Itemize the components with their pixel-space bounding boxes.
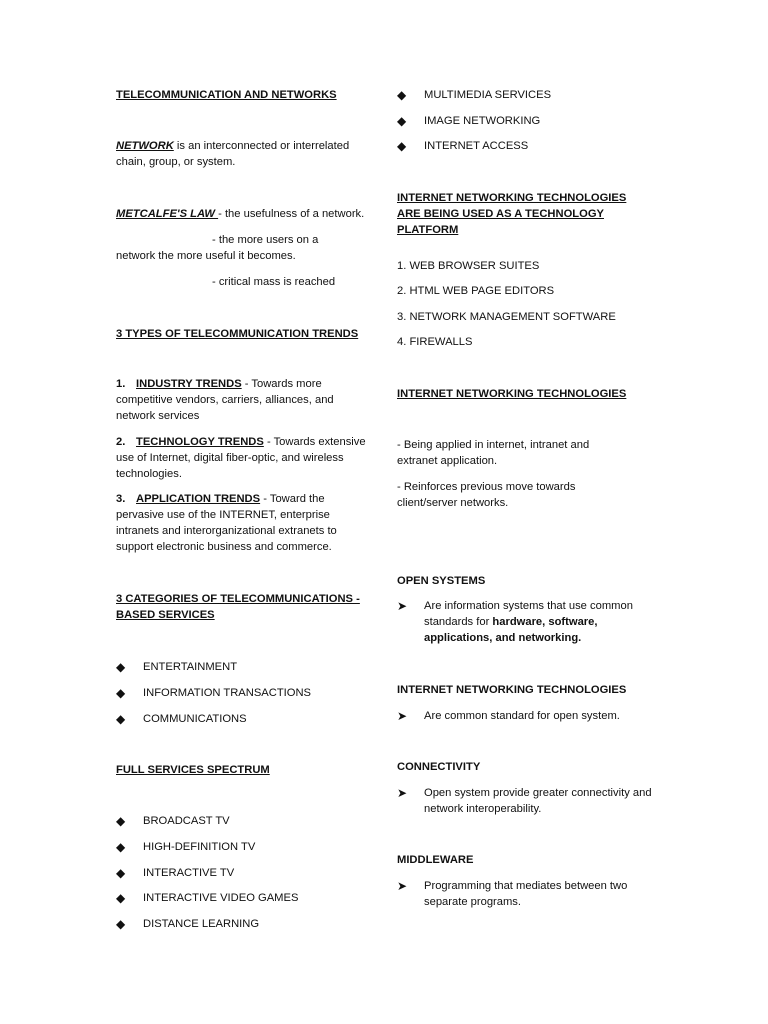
open-systems-bold: hardware, software, applications, and networking. xyxy=(424,616,598,644)
categories-heading: 3 CATEGORIES OF TELECOMMUNICATIONS - BASED SERVICES xyxy=(116,593,360,621)
platform-heading: INTERNET NETWORKING TECHNOLOGIES ARE BEING USED AS A TECHNOLOGY PLATFORM xyxy=(397,192,627,236)
open-systems-pre: Are information systems that use common standards for xyxy=(424,600,633,628)
list-item-label: MULTIMEDIA SERVICES xyxy=(424,89,552,101)
list-item-label: INTERACTIVE TV xyxy=(143,867,235,879)
trend-item xyxy=(116,376,368,424)
list-item-label: HIGH-DEFINITION TV xyxy=(143,841,256,853)
diamond-bullet-icon: ◆ xyxy=(397,88,407,102)
connectivity-text: Open system provide greater connectivity and network interoperability. xyxy=(424,787,652,815)
trend-desc: - Toward the pervasive use of the INTERNET, enterprise intranets and interorganizational extranets to support electronic business and commerce. xyxy=(116,493,337,553)
diamond-bullet-icon: ◆ xyxy=(116,917,126,931)
list-item-label: DISTANCE LEARNING xyxy=(143,918,260,930)
list-item-label: INTERNET ACCESS xyxy=(424,140,529,152)
trend-number: 1. xyxy=(116,378,126,390)
metcalfe-def3: - critical mass is reached xyxy=(212,276,336,288)
trend-number: 2. xyxy=(116,436,126,448)
list-item-label: INTERACTIVE VIDEO GAMES xyxy=(143,892,299,904)
metcalfe-definition xyxy=(116,206,378,222)
diamond-bullet-icon: ◆ xyxy=(397,139,407,153)
trend-item xyxy=(116,491,368,555)
diamond-bullet-icon: ◆ xyxy=(116,866,126,880)
metcalfe-def1: - the usefulness of a network. xyxy=(218,208,365,220)
diamond-bullet-icon: ◆ xyxy=(116,686,126,700)
arrow-bullet-icon: ➤ xyxy=(397,709,408,723)
list-item-label: COMMUNICATIONS xyxy=(143,713,247,725)
trend-term: TECHNOLOGY TRENDS xyxy=(136,436,264,448)
platform-item: 1. WEB BROWSER SUITES xyxy=(397,260,540,272)
diamond-bullet-icon: ◆ xyxy=(116,840,126,854)
open-systems-heading: OPEN SYSTEMS xyxy=(397,575,486,587)
int-tech-2-text: Are common standard for open system. xyxy=(424,710,620,722)
doc-title: TELECOMMUNICATION AND NETWORKS xyxy=(116,89,337,101)
middleware-heading: MIDDLEWARE xyxy=(397,854,474,866)
int-tech-para: - Reinforces previous move towards client/server networks. xyxy=(397,481,576,509)
arrow-bullet-icon: ➤ xyxy=(397,879,408,893)
trend-number: 3. xyxy=(116,493,126,505)
platform-item: 3. NETWORK MANAGEMENT SOFTWARE xyxy=(397,311,616,323)
list-item-label: BROADCAST TV xyxy=(143,815,230,827)
arrow-bullet-icon: ➤ xyxy=(397,599,408,613)
platform-item: 2. HTML WEB PAGE EDITORS xyxy=(397,285,555,297)
trends-heading: 3 TYPES OF TELECOMMUNICATION TRENDS xyxy=(116,328,359,340)
metcalfe-def2b: network the more useful it becomes. xyxy=(116,250,296,262)
int-tech-para: - Being applied in internet, intranet and extranet application. xyxy=(397,439,590,467)
spectrum-heading: FULL SERVICES SPECTRUM xyxy=(116,764,270,776)
trend-term: INDUSTRY TRENDS xyxy=(136,378,242,390)
network-definition xyxy=(116,138,368,170)
middleware-text: Programming that mediates between two separate programs. xyxy=(424,880,628,908)
diamond-bullet-icon: ◆ xyxy=(116,660,126,674)
list-item-label: ENTERTAINMENT xyxy=(143,661,238,673)
diamond-bullet-icon: ◆ xyxy=(116,712,126,726)
trend-term: APPLICATION TRENDS xyxy=(136,493,261,505)
trend-desc: - Towards extensive use of Internet, digital fiber-optic, and wireless technologies. xyxy=(116,436,366,480)
open-systems-text xyxy=(424,598,654,646)
arrow-bullet-icon: ➤ xyxy=(397,786,408,800)
network-term: NETWORK xyxy=(116,140,174,152)
list-item-label: INFORMATION TRANSACTIONS xyxy=(143,687,312,699)
connectivity-heading: CONNECTIVITY xyxy=(397,761,481,773)
network-def: is an interconnected or interrelated chain, group, or system. xyxy=(116,140,350,168)
metcalfe-def2: - the more users on a xyxy=(212,234,319,246)
trend-item xyxy=(116,434,368,482)
diamond-bullet-icon: ◆ xyxy=(116,814,126,828)
platform-item: 4. FIREWALLS xyxy=(397,336,473,348)
trend-desc: - Towards more competitive vendors, carriers, alliances, and network services xyxy=(116,378,334,422)
int-tech-heading: INTERNET NETWORKING TECHNOLOGIES xyxy=(397,388,627,400)
list-item-label: IMAGE NETWORKING xyxy=(424,115,541,127)
metcalfe-term: METCALFE'S LAW xyxy=(116,208,219,220)
diamond-bullet-icon: ◆ xyxy=(397,114,407,128)
int-tech-heading-2: INTERNET NETWORKING TECHNOLOGIES xyxy=(397,684,627,696)
diamond-bullet-icon: ◆ xyxy=(116,891,126,905)
